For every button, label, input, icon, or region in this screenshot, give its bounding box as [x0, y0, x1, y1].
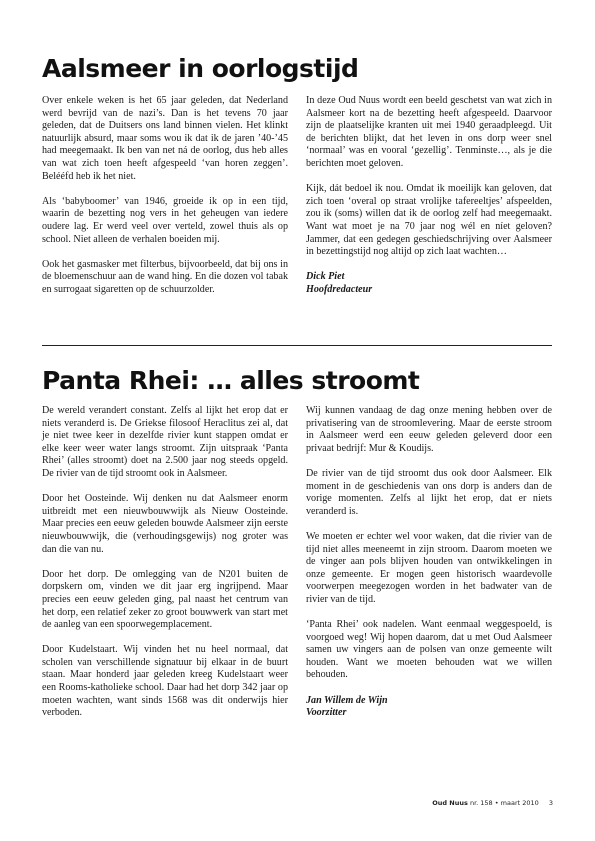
article-title: Aalsmeer in oorlogstijd — [42, 54, 359, 83]
paragraph: Over enkele weken is het 65 jaar geleden, dat Nederland werd bevrijd van de nazi’s. Dan is het tevens 70 jaar geleden, dat de Duitsers ons land binnen vielen. Het klinkt natuurlijk absurd, maar soms wou ik dat ik de jaren ’40-’45 had meegemaakt. Ik ben van net ná de oorlog, dus heb alles van wat zich toen heeft afgespeeld ‘van horen zeggen’. Belééfd heb ik het niet. — [42, 95, 288, 182]
article-panta-rhei — [42, 366, 552, 732]
paragraph: Ook het gasmasker met filterbus, bijvoorbeeld, dat bij ons in de bloemenschuur aan de wand hing. En die dozen vol tabak en surrogaat sigaretten op de schuurzolder. — [42, 258, 288, 295]
article-columns — [42, 405, 552, 732]
paragraph: Wij kunnen vandaag de dag onze mening hebben over de privatisering van de stroomlevering. Maar de eerste stroom in Aalsmeer werd een eeuw geleden geleverd door een privaat bedrijf: Mur & Koudijs. — [306, 405, 552, 454]
issue-info: nr. 158 • maart 2010 — [469, 799, 539, 807]
paragraph: Door het dorp. De omlegging van de N201 buiten de dorpskern om, vinden we dit jaar erg ingrijpend. Maar precies een eeuw geleden ging, pal naast het centrum van het dorp, een relatief zeker zo groot bouwwerk van start met de aanleg van een spoorwegemplacement. — [42, 568, 288, 631]
paragraph: Door Kudelstaart. Wij vinden het nu heel normaal, dat scholen van verschillende signatuur bij elkaar in de buurt staan. Maar honderd jaar geleden kreeg Kudelstaart weer een Rooms-katholieke school. Daar had het dorp 342 jaar op moeten wachten, want sinds 1568 was dit onderwijs hier verboden. — [42, 644, 288, 719]
publication-name: Oud Nuus — [432, 799, 468, 807]
paragraph: Kijk, dát bedoel ik nou. Omdat ik moeilijk kan geloven, dat zich toen ‘overal op straat vrolijke tafereeltjes’ afspeelden, zou ik (soms) willen dat ik de oorlog zelf had meegemaakt. Want wat moet je na 70 jaar nog wél en níet geloven? Jammer, dat een gedegen geschiedschrijving over Aalsmeer in bezettingstijd nog altijd op zich laat wachten… — [306, 183, 552, 258]
paragraph: ‘Panta Rhei’ ook nadelen. Want eenmaal weggespoeld, is voorgoed weg! Wij hopen daarom, dat u met Oud Aalsmeer samen uw vingers aan de polsen van onze gemeente wilt houden. Want we moeten behouden wat we willen behouden. — [306, 619, 552, 681]
page-number: 3 — [548, 799, 553, 807]
signature-name: Dick Piet — [306, 271, 345, 283]
signature-name: Jan Willem de Wijn — [306, 694, 388, 706]
paragraph: In deze Oud Nuus wordt een beeld geschetst van wat zich in Aalsmeer kort na de bezetting heeft afgespeeld. Daarvoor zijn de plaatselijke kranten uit mei 1940 geraadpleegd. Uit de berichten blijkt, dat het leven in ons dorp weer snel ‘normaal’ was en vooral ‘gezellig’. Tenminste…, als je die berichten moet geloven. — [306, 95, 552, 169]
paragraph: Door het Oosteinde. Wij denken nu dat Aalsmeer enorm uitbreidt met een nieuwbouwwijk als Nieuw Oosteinde. Maar precies een eeuw geleden bouwde Aalsmeer zijn eerste nieuwbouwwijk, die (verhoudingsgewijs) nog groter was dan die van nu. — [42, 493, 288, 555]
paragraph: De wereld verandert constant. Zelfs al lijkt het erop dat er niets veranderd is. De Griekse filosoof Heraclitus zei al, dat je niet twee keer in dezelfde rivier kunt stappen omdat er elke keer weer water langs stroomt. Zijn uitspraak ‘Panta Rhei’ (alles stroomt) doet na 2.500 jaar nog steeds opgeld. De rivier van de tijd stroomt ook in Aalsmeer. — [42, 405, 288, 479]
section-divider — [42, 345, 552, 346]
left-column — [42, 405, 288, 732]
signature-role: Voorzitter — [306, 707, 347, 719]
signature-role: Hoofdredacteur — [306, 283, 373, 295]
paragraph: Als ‘babyboomer’ van 1946, groeide ik op in een tijd, waarin de bezetting nog vers in het geheugen van iedere oudere lag. Er werd veel over verteld, zowel thuis als op school. Niet alleen de verhalen boeiden mij. — [42, 195, 288, 245]
article-title: Panta Rhei: … alles stroomt — [42, 366, 420, 395]
left-column — [42, 95, 288, 309]
page-footer — [432, 799, 553, 807]
article-columns — [42, 95, 552, 309]
article-oorlogstijd — [42, 54, 552, 309]
right-column — [306, 405, 552, 732]
right-column — [306, 95, 552, 309]
paragraph: We moeten er echter wel voor waken, dat die rivier van de tijd niet alles meeneemt in zijn stroom. Daarom moeten we de vinger aan pols blijven houden van ontwikkelingen in onze gemeente. Er mogen geen historisch waardevolle voorwerpen meegezogen worden in het badwater van de rivier van de tijd. — [306, 530, 552, 605]
paragraph: De rivier van de tijd stroomt dus ook door Aalsmeer. Elk moment in de geschiedenis van ons dorp is anders dan de vorige momenten. Zelfs al lijkt het erop, dat er niets veranderd is. — [306, 467, 552, 517]
